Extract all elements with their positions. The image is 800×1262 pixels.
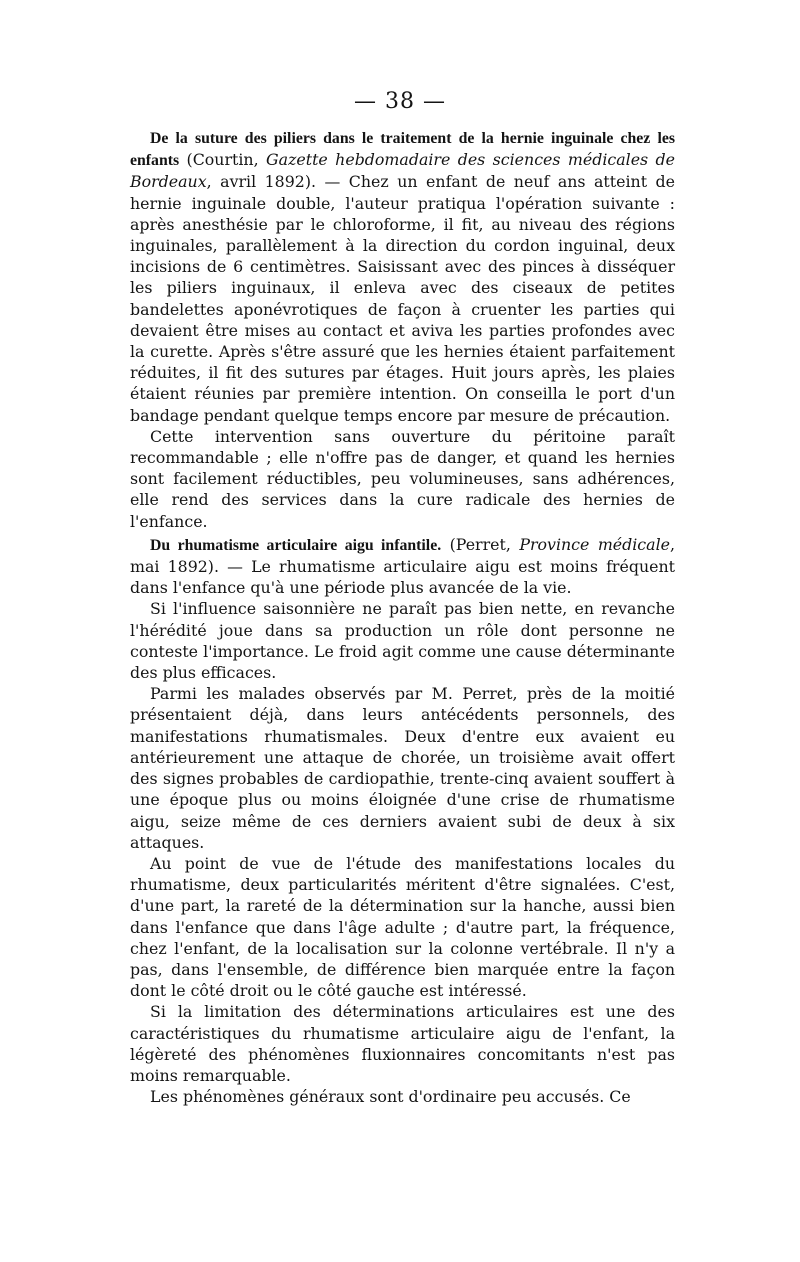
article-2-paragraph: Si la limitation des déterminations articulaires est une des caractéristiques du rhumatisme articulaire aigu de l'enfant, la légèreté des phénomènes fluxionnaires concomitants n'est pas moins remarquable.	[130, 1002, 675, 1085]
article-2-paragraph: Les phénomènes généraux sont d'ordinaire peu accusés. Ce	[150, 1087, 631, 1107]
article-2-paragraph: Au point de vue de l'étude des manifestations locales du rhumatisme, deux particularités méritent d'être signalées. C'est, d'une part, la rareté de la détermination sur la hanche, aussi bien dans l'enfance que dans l'âge adulte ; d'autre part, la fréquence, chez l'enfant, de la localisation sur la colonne vertébrale. Il n'y a pas, dans l'ensemble, de différence bien marquée entre la façon dont le côté droit ou le côté gauche est intéressé.	[130, 853, 675, 1001]
article-2-paragraph: Le rhumatisme articulaire aigu est moins fréquent dans l'enfance qu'à une période plus avancée de la vie.	[130, 557, 675, 598]
article-1-paragraph: Cette intervention sans ouverture du péritoine paraît recommandable ; elle n'offre pas de danger, et quand les hernies sont facilement réductibles, peu volumineuses, sans adhérences, elle rend des services dans la cure radicale des hernies de l'enfance.	[130, 426, 675, 531]
article-1-first-paragraph	[130, 127, 675, 426]
article-2-citation-pre: (Perret,	[441, 534, 520, 554]
article-2-journal: Province médicale	[519, 534, 670, 554]
article-1-citation-pre: (Courtin,	[179, 150, 267, 170]
article-2-citation-post: , mai 1892). —	[130, 534, 676, 577]
article-2-paragraph: Parmi les malades observés par M. Perret, près de la moitié présentaient déjà, dans leurs antécédents personnels, des manifestations rhumatismales. Deux d'entre eux avaient eu antérieurement une attaque de chorée, un troisième avait offert des signes probables de cardiopathie, trente-cinq avaient souffert à une époque plus ou moins éloignée d'une crise de rhumatisme aigu, seize même de ces derniers avaient subi de deux à six attaques.	[130, 684, 675, 852]
article-2-first-paragraph	[130, 534, 675, 599]
page-number: — 38 —	[354, 89, 446, 114]
article-1-title: De la suture des piliers dans le traitement de la hernie inguinale chez les enfants	[130, 130, 675, 170]
article-1-citation-post: , avril 1892). —	[206, 172, 349, 192]
article-2-title: Du rhumatisme articulaire aigu infantile.	[150, 536, 442, 554]
article-1-paragraph: Chez un enfant de neuf ans atteint de hernie inguinale double, l'auteur pratiqua l'opération suivante : après anesthésie par le chloroforme, il fit, au niveau des régions inguinales, parallèlement à la direction du cordon inguinal, deux incisions de 6 centimètres. Saisissant avec des pinces à disséquer les piliers inguinaux, il enleva avec des ciseaux de petites bandelettes aponévrotiques de façon à cruenter les parties qui devaient être mises au contact et aviva les parties profondes avec la curette. Après s'être assuré que les hernies étaient parfaitement réduites, il fit des sutures par étages. Huit jours après, les plaies étaient réunies par première intention. On conseilla le port d'un bandage pendant quelque temps encore par mesure de précaution.	[130, 172, 675, 425]
article-2-paragraph: Si l'influence saisonnière ne paraît pas bien nette, en revanche l'hérédité joue dans sa production un rôle dont personne ne conteste l'importance. Le froid agit comme une cause déterminante des plus efficaces.	[130, 599, 675, 683]
article-1-journal: Gazette hebdomadaire des sciences médicales de Bordeaux	[130, 150, 676, 192]
page-body	[130, 127, 675, 1107]
